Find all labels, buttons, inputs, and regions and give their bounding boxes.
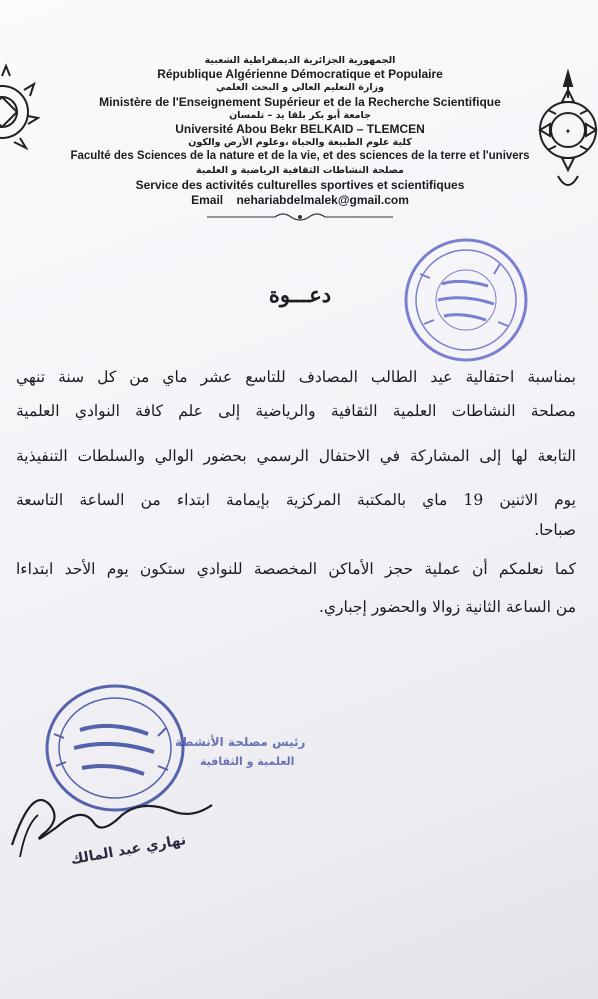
header-divider <box>205 210 395 224</box>
email-value: nehariabdelmalek@gmail.com <box>236 193 409 207</box>
document-title: دعـــوة <box>268 282 332 307</box>
header-university-fr: Université Abou Bekr BELKAID – TLEMCEN <box>175 122 425 136</box>
header-republic-fr: République Algérienne Démocratique et Populaire <box>157 67 443 81</box>
header-republic-ar: الجمهورية الجزائرية الديمقراطية الشعبية <box>204 55 396 66</box>
body-line-4: يوم الاثنين 19 ماي بالمكتبة المركزية بإيمامة ابتداء من الساعة التاسعة <box>16 491 577 509</box>
university-logo-left <box>0 62 42 162</box>
body-line-6: كما نعلمكم أن عملية حجز الأماكن المخصصة للنوادي ستكون يوم الأحد ابتداءا <box>16 560 576 578</box>
header-faculty-ar: كلية علوم الطبيعة والحياة ،وعلوم الأرض والكون <box>188 137 412 148</box>
official-stamp-top <box>400 234 532 366</box>
email-label: Email <box>191 193 224 207</box>
body-line-1: بمناسبة احتفالية عيد الطالب المصادف للتاسع عشر ماي من كل سنة تنهي <box>16 368 576 386</box>
signatory-name: نهاري عبد المالك <box>69 831 188 869</box>
header-email <box>40 193 560 207</box>
body-line-5: صباحا. <box>534 521 576 539</box>
header-faculty-fr: Faculté des Sciences de la nature et de la vie, et des sciences de la terre et l'univers <box>70 150 530 162</box>
signatory-title-line-2: العلمية و الثقافية <box>200 755 295 768</box>
header-service-fr: Service des activités culturelles sportives et scientifiques <box>135 178 465 192</box>
svg-text:✦: ✦ <box>564 127 572 136</box>
header-ministry-ar: وزارة التعليم العالي و البحث العلمي <box>216 82 384 93</box>
header-university-ar: جامعة أبو بكر بلقا يد – تلمسان <box>229 110 371 121</box>
header-service-ar: مصلحة النشاطات الثقافية الرياضية و العلمية <box>196 165 404 176</box>
body-line-7: من الساعة الثانية زوالا والحضور إجباري. <box>318 598 576 616</box>
body-line-2: مصلحة النشاطات العلمية الثقافية والرياضية إلى علم كافة النوادي العلمية <box>16 402 576 420</box>
signatory-title-line-1: رئيس مصلحة الأنشطة <box>175 735 306 749</box>
body-line-3: التابعة لها إلى المشاركة في الاحتفال الرسمي بحضور الوالي والسلطات التنفيذية <box>16 447 576 465</box>
header-ministry-fr: Ministère de l'Enseignement Supérieur et de la Recherche Scientifique <box>99 95 501 109</box>
